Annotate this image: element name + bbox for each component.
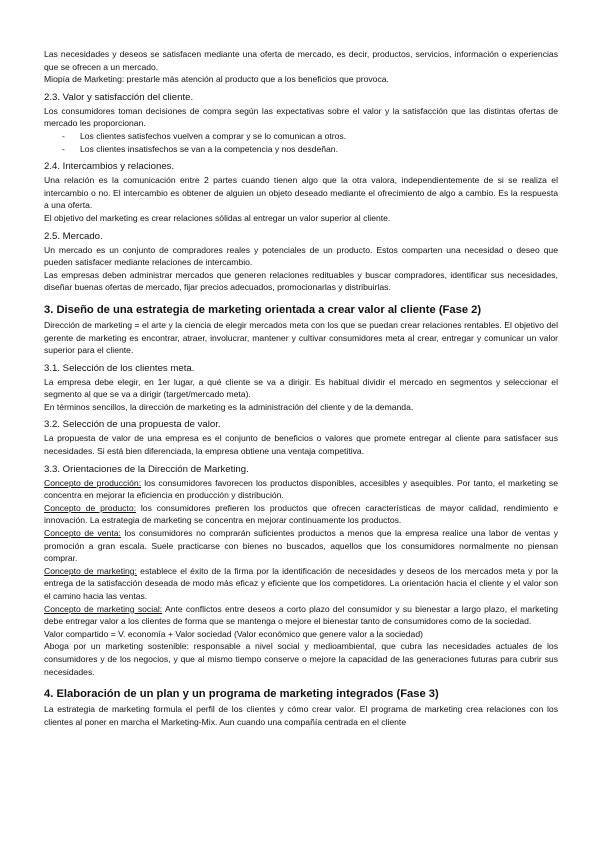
s3-paragraph: Dirección de marketing = el arte y la ciencia de elegir mercados meta con los que se puedan crear relaciones rentables. El objetivo del gerente de marketing es encontrar, atraer, involucrar, mantener y cultivar consumidores meta al crear, entregar y comunicar un valor superior para el cliente. [44,319,558,356]
term-text: establece el éxito de la firma por la identificación de necesidades y deseos de los mercados meta y por la entrega de la satisfacción deseada de modo más eficaz y eficiente que los competidores. La orientación hacia el cliente y el valor son el camino hacia las ventas. [44,565,558,601]
intro-paragraph: Las necesidades y deseos se satisfacen mediante una oferta de mercado, es decir, productos, servicios, información o experiencias que se ofrecen a un mercado. [44,49,558,72]
heading-4: 4. Elaboración de un plan y un programa de marketing integrados (Fase 3) [44,688,439,701]
intro-miopia: Miopía de Marketing: prestarle más atención al producto que a los beneficios que provoca. [44,74,389,85]
s4-paragraph: La estrategia de marketing formula el perfil de los clientes y cómo crear valor. El programa de marketing crea relaciones con los clientes al poner en marcha el Marketing-Mix. Aun cuando una compañía centrada en el cliente [44,704,558,727]
concepto-marketing-social [44,603,558,628]
heading-3: 3. Diseño de una estrategia de marketing orientada a crear valor al cliente (Fase 2) [44,303,482,316]
term-text: Ante conflictos entre deseos a corto plazo del consumidor y su bienestar a largo plazo, el marketing debe entregar valor a los clientes de forma que se mantenga o mejore el bienestar tanto de consumidores como de la sociedad. [44,603,558,627]
term-label: Concepto de producto: [44,502,136,513]
concepto-marketing [44,565,558,603]
list-item: - Los clientes satisfechos vuelven a comprar y se lo comunican a otros. [62,130,558,143]
term-text: los consumidores prefieren los productos que ofrecen características de mayor calidad, rendimiento e innovación. La estrategia de marketing se concentra en mejorar continuamente los productos. [44,502,558,526]
s2-4-objective: El objetivo del marketing es crear relaciones sólidas al entregar un valor superior al cliente. [44,212,391,223]
valor-compartido: Valor compartido = V. economía + Valor sociedad (Valor económico que genere valor a la sociedad) [44,628,423,639]
s3-2-paragraph: La propuesta de valor de una empresa es el conjunto de beneficios o valores que promete entregar al cliente para satisfacer sus necesidades. Si está bien diferenciada, la empresa obtiene una ventaja competitiva. [44,433,558,457]
heading-3-2: 3.2. Selección de una propuesta de valor. [44,419,221,431]
concepto-produccion [44,477,558,502]
concepto-producto [44,502,558,527]
term-label: Concepto de producción: [44,477,142,488]
s2-3-list [44,130,558,155]
list-item: - Los clientes insatisfechos se van a la competencia y nos desdeñan. [62,143,558,156]
term-label: Concepto de marketing social: [44,603,163,614]
s3-1-paragraph: La empresa debe elegir, en 1er lugar, a qué cliente se va a dirigir. Es habitual dividir el mercado en segmentos y seleccionar el segmento al que se va a dirigir (target/mercado meta). [44,376,558,400]
term-label: Concepto de marketing: [44,565,137,576]
heading-2-5: 2.5. Mercado. [44,230,103,242]
heading-2-4: 2.4. Intercambios y relaciones. [44,161,175,173]
marketing-sostenible: Aboga por un marketing sostenible: responsable a nivel social y medioambiental, que cubra las necesidades actuales de los consumidores y de los negocios, y que al mismo tiempo conserve o mejore la capacidad de las generaciones futuras para cubrir sus necesidades. [44,641,558,677]
term-label: Concepto de venta: [44,528,121,539]
s2-4-paragraph: Una relación es la comunicación entre 2 partes cuando tienen algo que la otra valora, independientemente de si se realiza el intercambio o no. El intercambio es obtener de alguien un objeto deseado mediante el ofrecimiento de algo a cambio. Es la respuesta a una oferta. [44,175,558,211]
s2-5-paragraph-2: Las empresas deben administrar mercados que generen relaciones redituables y buscar compradores, identificar sus necesidades, diseñar buenas ofertas de mercado, fijar precios adecuados, promocionarlas y distribuirlas. [44,269,558,293]
term-text: los consumidores no comprarán suficientes productos a menos que la empresa realice una labor de ventas y promoción a gran escala. Suele practicarse con bienes no buscados, aquellos que los consumidores normalmente no piensan comprar. [44,528,558,564]
s2-3-paragraph: Los consumidores toman decisiones de compra según las expectativas sobre el valor y la satisfacción que las distintas ofertas de mercado les proporcionan. [44,105,558,129]
s2-5-paragraph: Un mercado es un conjunto de compradores reales y potenciales de un producto. Estos comparten una necesidad o deseo que pueden satisfacer mediante relaciones de intercambio. [44,244,558,268]
heading-3-3: 3.3. Orientaciones de la Dirección de Marketing. [44,463,249,475]
heading-3-1: 3.1. Selección de los clientes meta. [44,362,195,374]
term-text: los consumidores favorecen los productos disponibles, accesibles y asequibles. Por tanto, el marketing se concentra en mejorar la eficiencia en producción y distribución. [44,477,558,501]
concepto-venta [44,527,558,565]
s3-1-paragraph-2: En términos sencillos, la dirección de marketing es la administración del cliente y de la demanda. [44,401,414,412]
heading-2-3: 2.3. Valor y satisfacción del cliente. [44,91,194,103]
